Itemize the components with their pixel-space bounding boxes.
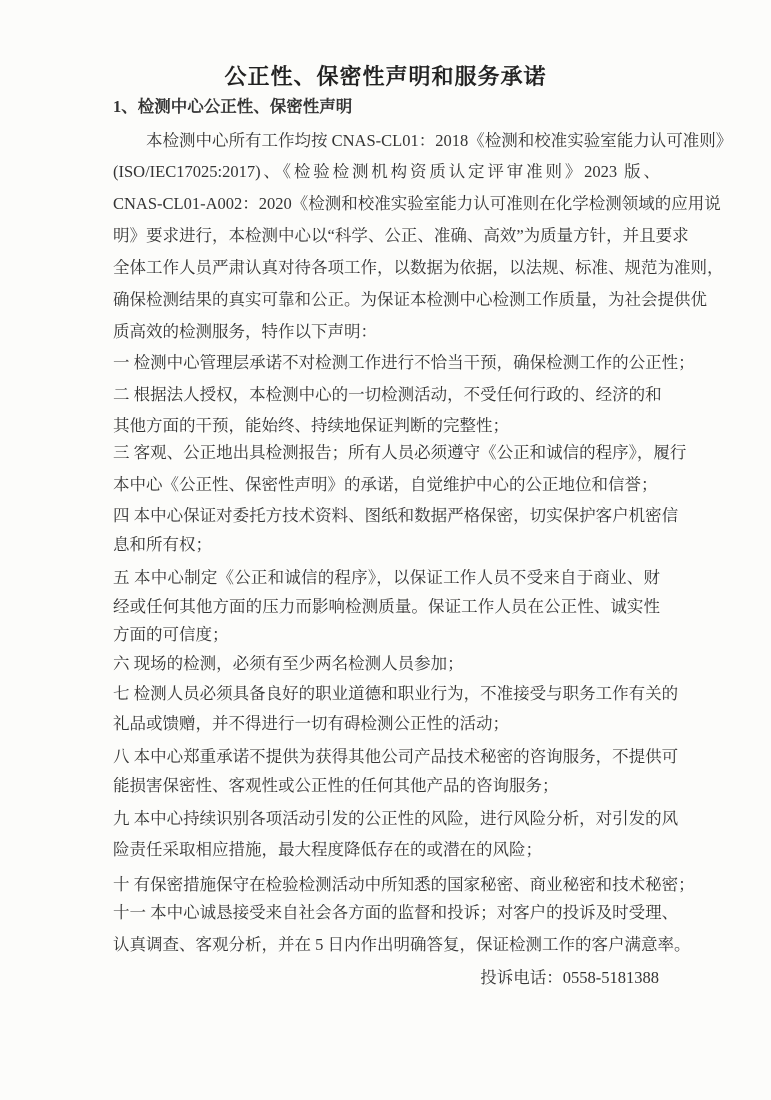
list-item-5-cont: 方面的可信度；	[113, 625, 229, 644]
paragraph-line: 本检测中心所有工作均按 CNAS-CL01：2018《检测和校准实验室能力认可准则》	[113, 131, 733, 150]
list-item-3: 三 客观、公正地出具检测报告；所有人员必须遵守《公正和诚信的程序》，履行	[113, 443, 687, 462]
list-item-5: 五 本中心制定《公正和诚信的程序》，以保证工作人员不受来自于商业、财	[113, 568, 660, 587]
list-item-9: 九 本中心持续识别各项活动引发的公正性的风险，进行风险分析，对引发的风	[113, 809, 679, 828]
list-item-7: 七 检测人员必须具备良好的职业道德和职业行为，不准接受与职务工作有关的	[113, 684, 679, 703]
list-item-9-cont: 险责任采取相应措施，最大程度降低存在的或潜在的风险；	[113, 840, 542, 859]
paragraph-line: 全体工作人员严肃认真对待各项工作，以数据为依据，以法规、标准、规范为准则，	[113, 258, 724, 277]
paragraph-line: 质高效的检测服务，特作以下声明：	[113, 322, 377, 341]
list-item-2: 二 根据法人授权，本检测中心的一切检测活动，不受任何行政的、经济的和	[113, 385, 662, 404]
section-heading: 1、检测中心公正性、保密性声明	[113, 97, 353, 116]
list-item-6: 六 现场的检测，必须有至少两名检测人员参加；	[113, 654, 464, 673]
list-item-3-cont: 本中心《公正性、保密性声明》的承诺，自觉维护中心的公正地位和信誉；	[113, 475, 658, 494]
list-item-4-cont: 息和所有权；	[113, 535, 212, 554]
list-item-11: 十一 本中心诚恳接受来自社会各方面的监督和投诉；对客户的投诉及时受理、	[113, 903, 679, 922]
paragraph-line: CNAS-CL01-A002：2020《检测和校准实验室能力认可准则在化学检测领域的应用说	[113, 194, 721, 213]
list-item-4: 四 本中心保证对委托方技术资料、图纸和数据严格保密，切实保护客户机密信	[113, 506, 679, 525]
list-item-7-cont: 礼品或馈赠，并不得进行一切有碍检测公正性的活动；	[113, 714, 509, 733]
paragraph-line: 明》要求进行，本检测中心以“科学、公正、准确、高效”为质量方针，并且要求	[113, 226, 689, 245]
paragraph-line: 确保检测结果的真实可靠和公正。为保证本检测中心检测工作质量，为社会提供优	[113, 290, 707, 309]
paragraph-line: (ISO/IEC17025:2017)、《检验检测机构资质认定评审准则》2023 版、	[113, 162, 660, 181]
list-item-8: 八 本中心郑重承诺不提供为获得其他公司产品技术秘密的咨询服务，不提供可	[113, 747, 679, 766]
list-item-1: 一 检测中心管理层承诺不对检测工作进行不恰当干预，确保检测工作的公正性；	[113, 353, 695, 372]
list-item-2-cont: 其他方面的干预，能始终、持续地保证判断的完整性；	[113, 416, 509, 435]
list-item-5-cont: 经或任何其他方面的压力而影响检测质量。保证工作人员在公正性、诚实性	[113, 597, 660, 616]
list-item-8-cont: 能损害保密性、客观性或公正性的任何其他产品的咨询服务；	[113, 776, 559, 795]
page-title: 公正性、保密性声明和服务承诺	[224, 64, 547, 89]
list-item-11-cont: 认真调查、客观分析，并在 5 日内作出明确答复，保证检测工作的客户满意率。	[113, 935, 691, 954]
list-item-10: 十 有保密措施保守在检验检测活动中所知悉的国家秘密、商业秘密和技术秘密；	[113, 875, 695, 894]
complaint-phone: 投诉电话：0558-5181388	[480, 968, 659, 987]
